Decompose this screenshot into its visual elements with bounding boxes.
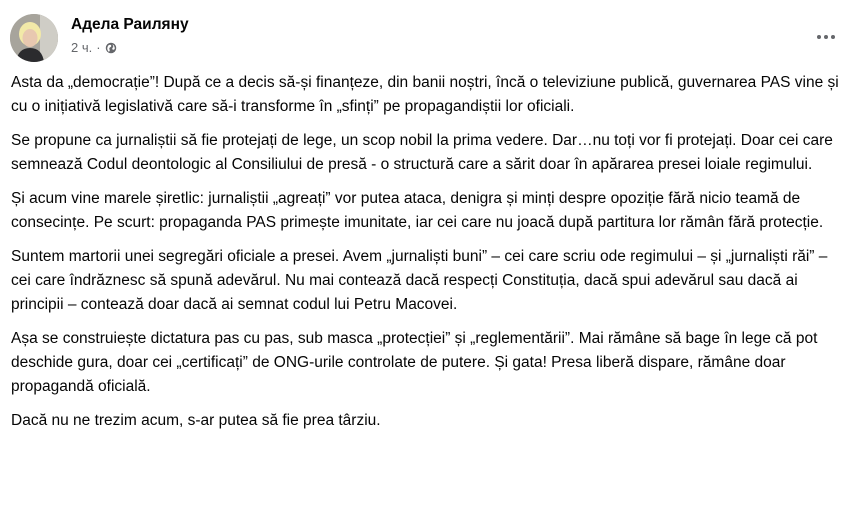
post-paragraph: Așa se construiește dictatura pas cu pas, sub masca „protecției” și „reglementării”. Mai rămâne să bage în lege că pot deschide gura, doar cei „certificați” de ONG-urile controlate de putere. Și gata! Presa liberă dispare, rămâne doar propagandă oficială. [11, 330, 818, 395]
more-options-icon[interactable] [808, 22, 844, 52]
post-paragraph: Suntem martorii unei segregări oficiale a presei. Avem „jurnaliști buni” – cei care scriu ode regimului – și „jurnaliști răi” – cei care îndrăznesc să spună adevărul. Nu mai contează dacă respecți Constituția, dacă spui adevărul sau dacă ai principii – contează doar dacă ai semnat codul lui Petru Macovei. [11, 248, 828, 313]
post-paragraph: Asta da „democrație”! După ce a decis să-și finanțeze, din banii noștri, încă o televiziune publică, guvernarea PAS vine și cu o inițiativă legislativă care să-i transforme în „sfinți” pe propagandiștii lor oficiali. [11, 74, 839, 115]
globe-icon[interactable] [105, 42, 117, 54]
dot-icon [817, 35, 821, 39]
post-header [10, 12, 846, 62]
author-name[interactable]: Адела Раиляну [71, 16, 189, 33]
dot-icon [824, 35, 828, 39]
post-paragraph: Dacă nu ne trezim acum, s-ar putea să fie prea târziu. [11, 412, 381, 429]
avatar[interactable] [10, 14, 58, 62]
post-meta [71, 40, 117, 55]
dot-icon [831, 35, 835, 39]
post-paragraph: Se propune ca jurnaliștii să fie protejați de lege, un scop nobil la prima vedere. Dar…nu toți vor fi protejați. Doar cei care semnează Codul deontologic al Consiliului de presă - o structură care a sărit doar în apărarea presei loiale regimului. [11, 132, 833, 173]
profile-photo-icon [10, 14, 58, 62]
post-text [11, 71, 847, 443]
meta-separator: · [96, 40, 101, 55]
post-paragraph: Și acum vine marele șiretlic: jurnaliștii „agreați” vor putea ataca, denigra și minți despre opoziție fără nicio teamă de consecințe. Pe scurt: propaganda PAS primește imunitate, iar cei care nu joacă după partitura lor rămân fără protecție. [11, 190, 824, 231]
post-timestamp[interactable]: 2 ч. [71, 40, 93, 55]
